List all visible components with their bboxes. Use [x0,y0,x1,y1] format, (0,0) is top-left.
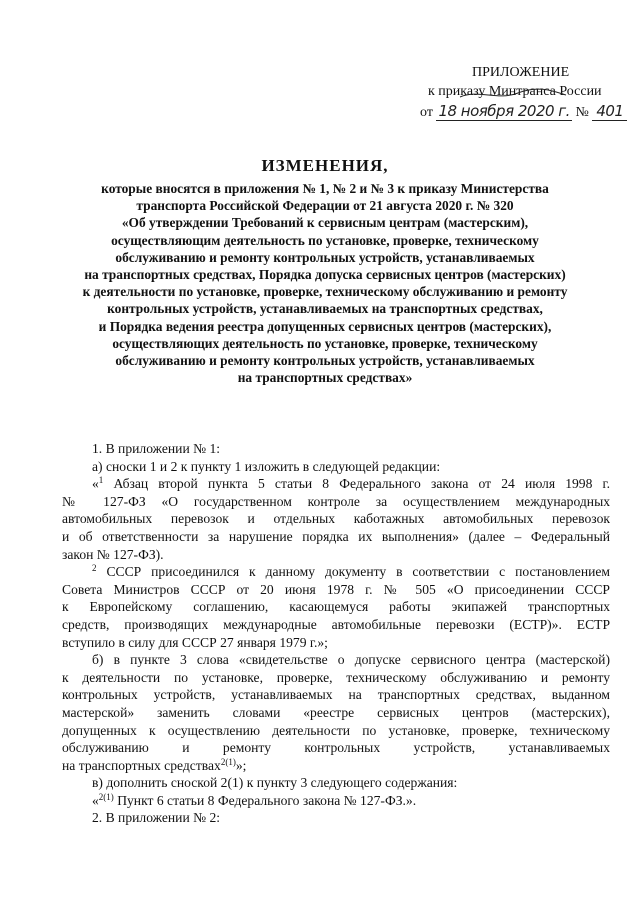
paragraph-2: 2. В приложении № 2: [92,810,221,826]
footnote-ref-2-1: 2(1) [220,756,236,767]
document-body [62,440,610,827]
appendix-title: ПРИЛОЖЕНИЕ [472,65,570,80]
paragraph-b-line: б) в пункте 3 слова «свидетельстве о допуске сервисного центра (мастерской) [92,652,610,668]
appendix-order-text: к приказу Минтранса России [428,84,602,99]
heading-line: контрольных устройств, устанавливаемых на транспортных средствах, [107,301,543,317]
footnote-1-line: № 127-ФЗ «О государственном контроле за осуществлением международных [62,493,610,509]
paragraph-b-line: к деятельности по установке, проверке, техническому обслуживанию и ремонту [62,669,610,685]
handwritten-signature-stroke [458,87,568,103]
footnote-2-line: средств, производящих международные автомобильные перевозки (ЕСТР)». ЕСТР [62,616,610,632]
paragraph-b-line: контрольных устройств, устанавливаемых на транспортных средствах, выданном [62,687,610,703]
paragraph-b-line: обслуживанию и ремонту контрольных устройств, устанавливаемых [62,740,610,756]
paragraph-1: 1. В приложении № 1: [92,441,221,456]
appendix-date-number [420,102,627,122]
heading-line: «Об утверждении Требований к сервисным центрам (мастерским), [121,215,529,231]
footnote-2-line: к Европейскому соглашению, касающемуся работы экипажей транспортных [62,599,610,615]
footnote-2-line: Совета Министров СССР от 20 июня 1978 г. № 505 «О присоединении СССР [62,581,610,597]
paragraph-b-last [62,757,610,775]
appendix-order-ref [428,83,602,101]
paragraph-b-end: »; [235,757,247,773]
heading-line: обслуживанию и ремонту контрольных устройств, устанавливаемых [115,353,535,369]
document-heading [40,155,610,386]
heading-line: которые вносятся в приложения № 1, № 2 и № 3 к приказу Министерства [101,181,549,196]
paragraph-b-last-text: на транспортных средствах [62,757,221,773]
footnote-1-last: закон № 127-ФЗ). [62,546,164,562]
footnote-2-1-text: Пункт 6 статьи 8 Федерального закона № 127-ФЗ.». [113,792,417,808]
paragraph-b-line: допущенных к осуществлению деятельности по установке, проверке, техническому [62,722,610,738]
heading-line: на транспортных средствах» [237,370,413,386]
handwritten-number: 401 [592,102,627,121]
heading-line: и Порядка ведения реестра допущенных сервисных центров (мастерских), [98,318,552,334]
heading-line: к деятельности по установке, проверке, техническому обслуживанию и ремонту [82,284,568,300]
quote-open: « [92,476,99,492]
heading-line: осуществляющим деятельность по установке, проверке, техническому [111,232,539,248]
footnote-1-line [62,475,610,493]
paragraph-c: в) дополнить сноской 2(1) к пункту 3 следующего содержания: [92,775,458,791]
paragraph-a: а) сноски 1 и 2 к пункту 1 изложить в следующей редакции: [92,458,441,474]
from-label: от [420,105,433,120]
number-label: № [575,105,589,120]
footnote-2-1 [62,792,610,810]
heading-title: ИЗМЕНЕНИЯ, [261,156,389,175]
footnote-mark: 1 [98,475,104,486]
footnote-mark: 2 [92,563,97,574]
footnote-2-line [62,563,610,581]
footnote-1-line: автомобильных перевозок и отдельных каботажных автомобильных перевозок [62,511,610,527]
heading-line: на транспортных средствах, Порядка допуска сервисных центров (мастерских) [84,267,566,283]
footnote-mark: 2(1) [98,791,114,802]
heading-line: транспорта Российской Федерации от 21 августа 2020 г. № 320 [136,198,514,214]
quote-open: « [92,792,99,808]
paragraph-b-line: мастерской» заменить словами «реестре сервисных центров (мастерских), [62,704,610,720]
handwritten-date: 18 ноября 2020 г. [438,102,570,120]
footnote-1-line: и об ответственности за нарушение порядка их выполнения» (далее – Федеральный [62,528,610,544]
heading-line: обслуживанию и ремонту контрольных устройств, устанавливаемых [115,249,535,265]
heading-line: осуществляющих деятельность по установке, проверке, техническому [112,335,538,351]
footnote-1-text: Абзац второй пункта 5 статьи 8 Федерального закона от 24 июля 1998 г. [113,476,610,492]
footnote-2-text: СССР присоединился к данному документу в соответствии с постановлением [106,564,610,580]
footnote-2-last: вступило в силу для СССР 27 января 1979 г.»; [62,634,328,650]
